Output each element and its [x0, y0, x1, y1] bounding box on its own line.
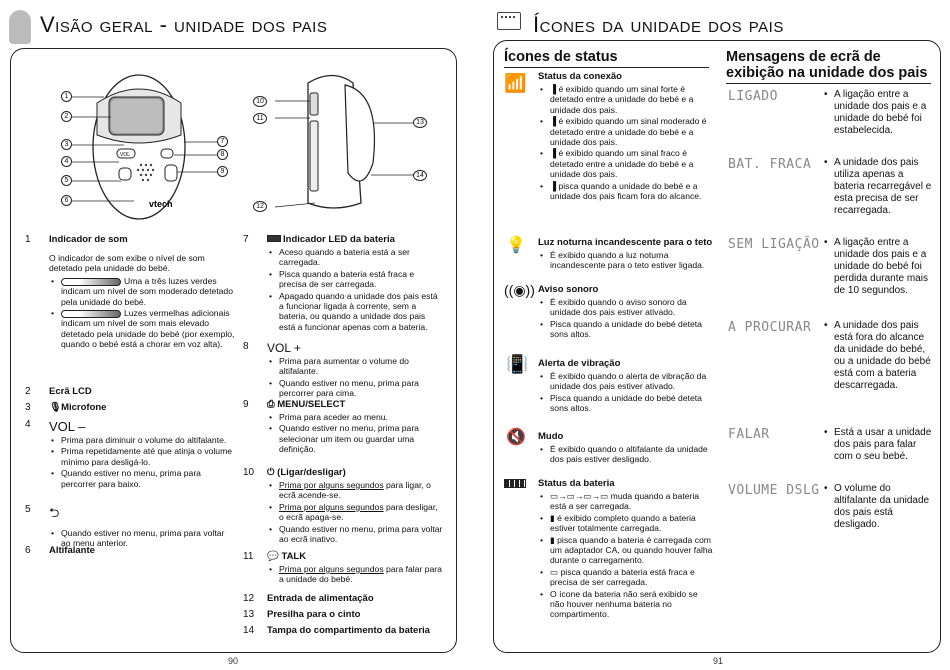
callout-9: 9 [217, 166, 228, 177]
battery-full-small-icon: ▮ [550, 512, 558, 523]
item-14: 14 Tampa do compartimento da bateria [243, 625, 430, 636]
bulb-icon: 💡 [506, 237, 526, 254]
item-10: 10 ⏻ (Ligar/desligar) • Prima por alguns segundos para ligar, o ecrã acende-se. • Prima por alguns segundos para desligar, o ecrã apaga-se. • Quando estiver no menu, prima para voltar ao ecrã inativo. [243, 467, 443, 545]
callout-3: 3 [61, 139, 72, 150]
lcd-section-icon [497, 12, 521, 30]
item-5: 5 ⮌ • Quando estiver no menu, prima para voltar ao menu anterior. [25, 504, 235, 550]
status-night-light: 💡 Luz noturna incandescente para o teto • É exibido quando a luz noturna incandescente para o teto estiver ligada. [504, 237, 714, 272]
red-led-bar-icon [61, 310, 121, 318]
callout-8: 8 [217, 149, 228, 160]
vibration-icon: 📳 [506, 354, 529, 374]
status-heading: Ícones de status [504, 49, 709, 68]
callout-10: 10 [253, 96, 267, 107]
callout-13: 13 [413, 117, 427, 128]
talk-icon: 💬 [267, 551, 282, 562]
item-1: 1 Indicador de som O indicador de som exibe o nível de som detetado pela unidade do bebé. • Uma a três luzes verdes indicam um nível de som moderado detetado pela unidade do bebé. • Luzes vermelhas adicionais indicam um nível de som mais elevado detetado pela unidade do bebé (por exemplo, quando o bebé está a chorar em voz alta). [25, 234, 235, 351]
lcd-message-text: A PROCURAR [728, 320, 812, 335]
microphone-icon: 🎙 [49, 402, 62, 413]
item-3: 3 🎙Microfone [25, 402, 107, 413]
item-7: 7 Indicador LED da bateria • Aceso quando a bateria está a ser carregada. • Pisca quando a bateria está fraca e precisa de ser carregada. • Apagado quando a unidade dos pais está a funcionar ligada à corrente, sem a bateria, ou quando a unidade dos pais está a funcionar apenas com a bateria. [243, 234, 443, 333]
vtech-logo: vtech [149, 199, 173, 209]
status-connection: 📶 Status da conexão • ▐ é exibido quando um sinal forte é detetado entre a unidade do bebé e a unidade dos pais. • ▐ é exibido quando um sinal moderado é detetado entre a unidade do bebé e a unidade dos pais. • ▐ é exibido quando um sinal fraco é detetado entre a unidade do bebé e a unidade dos pais. • ▐ pisca quando a unidade do bebé e a unidade dos pais ficam fora do alcance. [504, 71, 714, 202]
signal-icon: 📶 [504, 73, 527, 93]
item-11: 11 💬 TALK • Prima por alguns segundos para falar para a unidade do bebé. [243, 551, 443, 586]
callout-5: 5 [61, 175, 72, 186]
lcd-message-text: VOLUME DSLG [728, 483, 820, 498]
mute-icon: 🔇 [506, 429, 526, 446]
lcd-message-text: LIGADO [728, 89, 778, 104]
messages-heading: Mensagens de ecrã de exibição na unidade dos pais [726, 49, 931, 84]
item-2: 2 Ecrã LCD [25, 386, 92, 397]
item-6: 6 Altifalante [25, 545, 95, 556]
back-arrow-icon: ⮌ [49, 505, 60, 520]
battery-full-icon [504, 479, 526, 488]
item-4: 4 VOL – • Prima para diminuir o volume do altifalante. • Prima repetidamente até que atinja o volume mínimo para desligá-lo. • Quando estiver no menu, prima para percorrer para baixo. [25, 419, 235, 490]
item-13: 13 Presilha para o cinto [243, 609, 361, 620]
page-number: 90 [228, 656, 239, 666]
lcd-message-text: BAT. FRACA [728, 157, 812, 172]
callout-1: 1 [61, 91, 72, 102]
callout-7: 7 [217, 136, 228, 147]
power-icon: ⏻ [267, 467, 278, 478]
battery-cycle-icon: ▭→▭→▭→▭ [550, 491, 611, 501]
callout-4: 4 [61, 156, 72, 167]
callout-12: 12 [253, 201, 267, 212]
alarm-icon: ((◉)) [504, 282, 535, 298]
page-title: Ícones da unidade dos pais [533, 12, 784, 37]
callout-14: 14 [413, 170, 427, 181]
battery-empty-icon: ▭ [550, 566, 561, 577]
page-title: Visão geral - unidade dos pais [40, 12, 328, 37]
lcd-message-text: FALAR [728, 427, 770, 442]
green-led-bar-icon [61, 278, 121, 286]
callout-6: 6 [61, 195, 72, 206]
status-mute: 🔇 Mudo • É exibido quando o altifalante da unidade dos pais estiver desligado. [504, 431, 714, 466]
item-9: 9 ⎙ MENU/SELECT • Prima para aceder ao menu. • Quando estiver no menu, prima para selecionar um item ou guardar uma definição. [243, 399, 443, 456]
page-tab-icon [9, 10, 31, 44]
callout-2: 2 [61, 111, 72, 122]
item-8: 8 VOL + • Prima para aumentar o volume do altifalante. • Quando estiver no menu, prima para percorrer para cima. [243, 341, 443, 400]
status-vibration: 📳 Alerta de vibração • É exibido quando o alerta de vibração da unidade dos pais estiver ativado. • Pisca quando a unidade do bebé deteta sons altos. [504, 358, 714, 415]
overview-panel [10, 48, 457, 653]
status-alarm: ((◉)) Aviso sonoro • É exibido quando o aviso sonoro da unidade dos pais estiver ativado. • Pisca quando a unidade do bebé deteta sons altos. [504, 284, 714, 341]
menu-select-icon: ⎙ [267, 399, 278, 410]
lcd-message-text: SEM LIGAÇÃO [728, 237, 820, 252]
icons-panel: Ícones de status Mensagens de ecrã de exibição na unidade dos pais 📶 Status da conexão • ▐ é exibido quando um sinal forte é detetado entre a unidade do bebé e a unidade dos pais. • ▐ é exibido quando um sinal moderado é detetado entre a unidade do bebé e a unidade dos pais. • ▐ é exibido quando um sinal fraco é detetado entre a unidade do bebé e a unidade dos pais. • ▐ pisca quando a unidade do bebé e a unidade dos pais ficam fora do alcance. 💡 Luz noturna incandescente para o teto • É exibido quando a luz noturna incandescente para o teto estiver ligada. ((◉)) Aviso sonoro • É exibido quando o aviso sonoro da unidade dos pais estiver ativado. • Pisca quando a unidade do bebé deteta sons altos. 📳 Alerta de vibração • É exibido quando o alerta de vibração da unidade dos pais estiver ativado. • Pisca quando a unidade do bebé deteta sons altos. 🔇 Mudo • É exibido quando o altifalante da unidade dos pais estiver desligado. Status da bateria • ▭→▭→▭→▭ muda quando a bateria está a ser carregada. • ▮ é exibido completo quando a bateria estiver totalmente carregada. • ▮ pisca quando a bateria é carregada com um adaptador CA, ou quando houver falha durante o carregamento. • ▭ pisca quando a bateria está fraca e precisa de ser carregada. • O ícone da bateria não será exibido se não houver nenhuma bateria no compartimento. LIGADO • A ligação entre a unidade dos pais e a unidade do bebé foi estabelecida. BAT. FRACA • A unidade dos pais utiliza apenas a bateria recarregável e esta precisa de ser recarregada. SEM LIGAÇÃO • A ligação entre a unidade dos pais e a unidade do bebé foi perdida durante mais de 10 segundos. A PROCURAR • A unidade dos pais está fora do alcance da unidade do bebé, ou a unidade do bebé está com a bateria descarregada. FALAR • Está a usar a unidade dos pais para falar com o seu bebé. VOLUME DSLG • O volume do altifalante da unidade dos pais está desligado. [493, 40, 941, 653]
right-page [475, 0, 950, 670]
battery-icon [267, 235, 281, 242]
item-12: 12 Entrada de alimentação [243, 593, 374, 604]
status-battery: Status da bateria • ▭→▭→▭→▭ muda quando a bateria está a ser carregada. • ▮ é exibido completo quando a bateria estiver totalmente carregada. • ▮ pisca quando a bateria é carregada com um adaptador CA, ou quando houver falha durante o carregamento. • ▭ pisca quando a bateria está fraca e precisa de ser carregada. • O ícone da bateria não será exibido se não houver nenhuma bateria no compartimento. [504, 478, 714, 621]
parent-unit-side-illustration [253, 63, 443, 223]
page-number: 91 [713, 656, 724, 666]
vol-label: VOL [120, 152, 131, 158]
battery-flash-icon: ▮ [550, 534, 558, 545]
callout-11: 11 [253, 113, 267, 124]
